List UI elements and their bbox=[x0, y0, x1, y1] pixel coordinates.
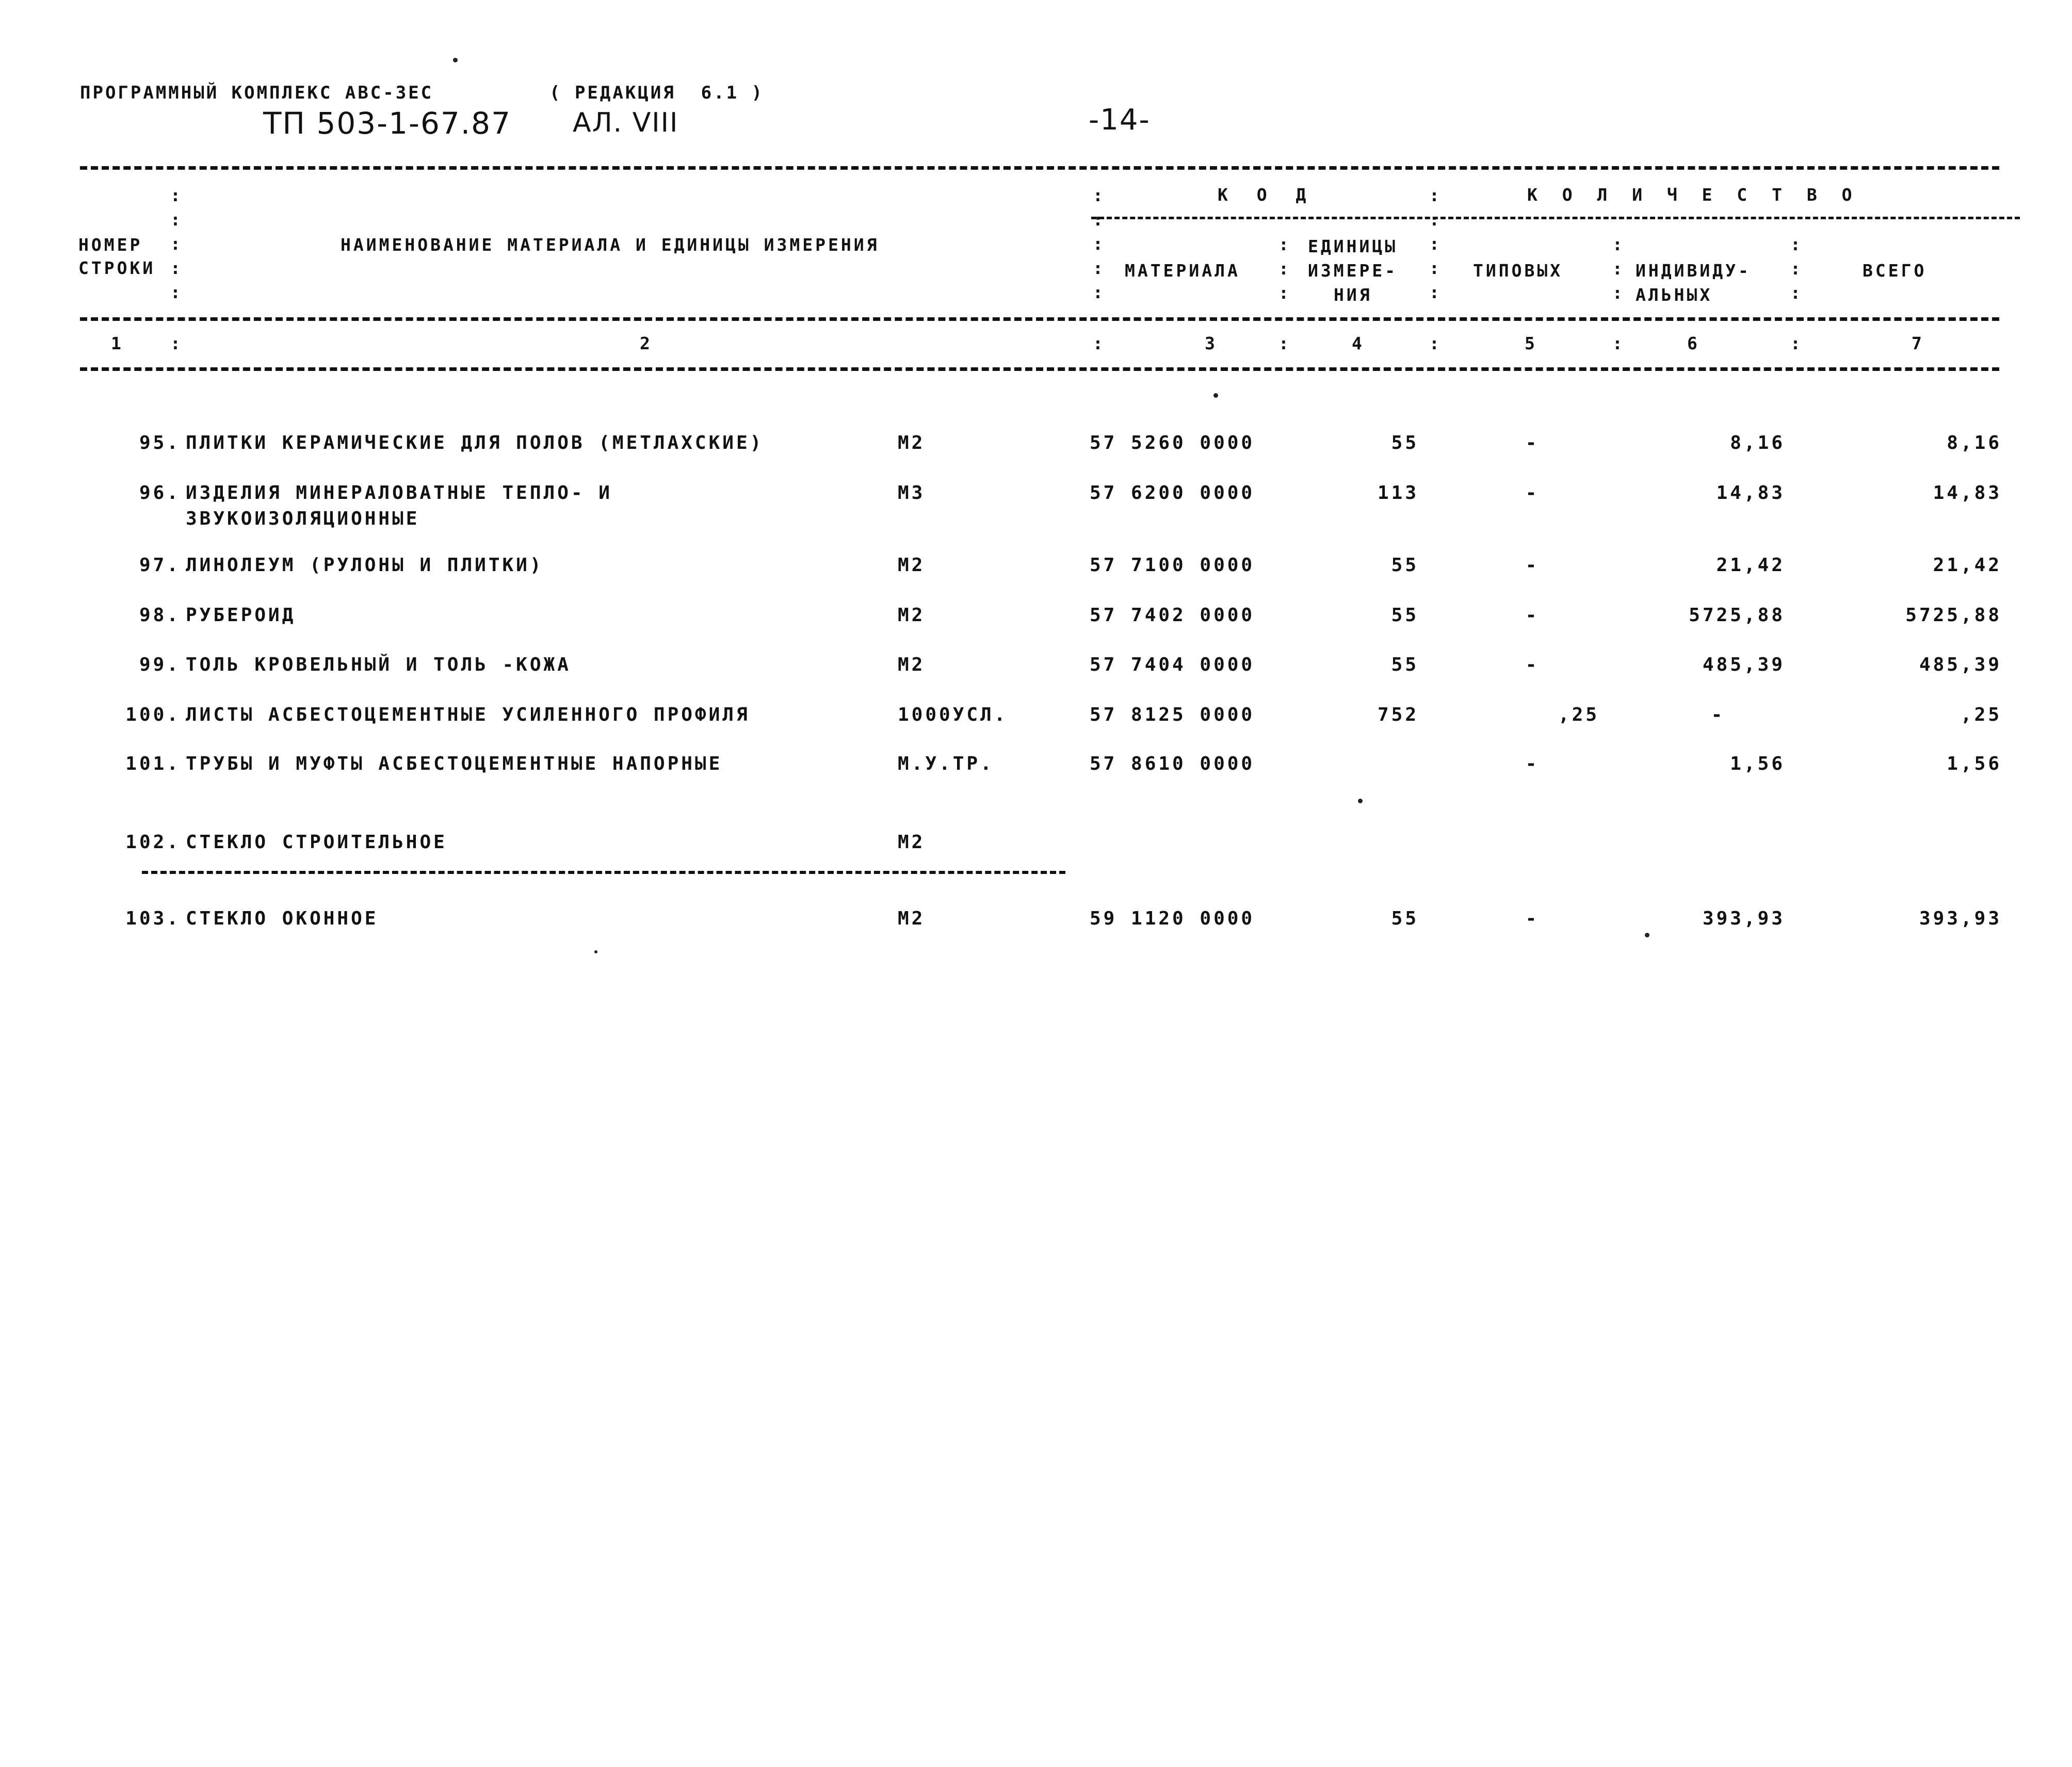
unit-code: 752 bbox=[1377, 704, 1419, 725]
separator: : : : : : bbox=[1093, 185, 1106, 302]
unit: М2 bbox=[898, 908, 926, 929]
col-number: 4 bbox=[1352, 333, 1365, 353]
col-header-row-number-2: СТРОКИ bbox=[78, 258, 156, 278]
col-header-individual: ИНДИВИДУ- bbox=[1636, 261, 1751, 281]
strike-line bbox=[142, 871, 1065, 874]
col-header-unit-2: ИЗМЕРЕ- bbox=[1308, 261, 1398, 281]
qty-typical: - bbox=[1525, 605, 1540, 626]
qty-total: 1,56 bbox=[1947, 753, 2002, 774]
qty-total: 393,93 bbox=[1919, 908, 2002, 929]
qty-typical: - bbox=[1525, 908, 1540, 929]
material-code: 59 1120 0000 bbox=[1090, 908, 1255, 929]
row-number: 102. bbox=[125, 832, 181, 853]
col-number: 7 bbox=[1912, 333, 1924, 353]
unit: М2 bbox=[898, 432, 926, 453]
material-code: 57 8125 0000 bbox=[1090, 704, 1255, 725]
col-header-typical: ТИПОВЫХ bbox=[1473, 261, 1563, 281]
unit: 1000УСЛ. bbox=[898, 704, 1008, 725]
col-number: 5 bbox=[1525, 333, 1537, 353]
col-number: 1 bbox=[111, 333, 124, 353]
qty-individual: 8,16 bbox=[1730, 432, 1785, 453]
row-number: 103. bbox=[125, 908, 181, 929]
separator: : : : bbox=[1278, 234, 1291, 303]
project-number: ТП 503-1-67.87 bbox=[263, 106, 511, 141]
scan-speck bbox=[453, 58, 458, 62]
qty-total: 21,42 bbox=[1933, 555, 2002, 576]
row-number: 100. bbox=[125, 704, 181, 725]
col-header-total: ВСЕГО bbox=[1863, 261, 1927, 281]
qty-typical: ,25 bbox=[1558, 704, 1600, 725]
qty-typical: - bbox=[1525, 482, 1540, 504]
album-number: АЛ. VIII bbox=[573, 107, 679, 138]
qty-individual: 5725,88 bbox=[1689, 605, 1785, 626]
unit: М.У.ТР. bbox=[898, 753, 994, 774]
material-name: СТЕКЛО ОКОННОЕ bbox=[186, 908, 379, 929]
qty-total: 5725,88 bbox=[1905, 605, 2002, 626]
qty-individual: 1,56 bbox=[1730, 753, 1785, 774]
separator: : bbox=[1278, 333, 1291, 353]
unit: М2 bbox=[898, 555, 926, 576]
separator: : bbox=[170, 333, 183, 353]
qty-total: 485,39 bbox=[1919, 654, 2002, 675]
qty-individual: - bbox=[1711, 704, 1725, 725]
edition-label: ( РЕДАКЦИЯ 6.1 ) bbox=[549, 83, 764, 103]
rule-subheader bbox=[1091, 217, 2020, 219]
qty-total: ,25 bbox=[1960, 704, 2002, 725]
material-code: 57 7402 0000 bbox=[1090, 605, 1255, 626]
rule-top bbox=[80, 166, 1999, 170]
material-name: ЛИНОЛЕУМ (РУЛОНЫ И ПЛИТКИ) bbox=[186, 555, 544, 576]
col-header-qty-group: К О Л И Ч Е С Т В О bbox=[1527, 185, 1859, 205]
material-name: ЛИСТЫ АСБЕСТОЦЕМЕНТНЫЕ УСИЛЕННОГО ПРОФИЛЯ bbox=[186, 704, 750, 725]
separator: : bbox=[1429, 333, 1442, 353]
material-name: РУБЕРОИД bbox=[186, 605, 296, 626]
material-name: СТЕКЛО СТРОИТЕЛЬНОЕ bbox=[186, 832, 447, 853]
qty-typical: - bbox=[1525, 753, 1540, 774]
separator: : bbox=[1093, 333, 1106, 353]
material-name: ПЛИТКИ КЕРАМИЧЕСКИЕ ДЛЯ ПОЛОВ (МЕТЛАХСКИЕ) bbox=[186, 432, 764, 453]
row-number: 99. bbox=[139, 654, 181, 675]
unit-code: 113 bbox=[1377, 482, 1419, 504]
col-header-unit-3: НИЯ bbox=[1334, 285, 1372, 305]
scan-speck bbox=[1213, 393, 1218, 398]
separator: : : : bbox=[1612, 234, 1625, 303]
unit: М2 bbox=[898, 605, 926, 626]
qty-individual: 21,42 bbox=[1716, 555, 1785, 576]
material-name-continued: ЗВУКОИЗОЛЯЦИОННЫЕ bbox=[186, 508, 420, 529]
qty-typical: - bbox=[1525, 654, 1540, 675]
material-code: 57 5260 0000 bbox=[1090, 432, 1255, 453]
unit-code: 55 bbox=[1391, 555, 1419, 576]
qty-individual: 393,93 bbox=[1702, 908, 1785, 929]
qty-total: 8,16 bbox=[1947, 432, 2002, 453]
material-code: 57 6200 0000 bbox=[1090, 482, 1255, 504]
separator: : : : : : bbox=[1429, 185, 1442, 302]
col-number: 6 bbox=[1687, 333, 1700, 353]
unit: М2 bbox=[898, 654, 926, 675]
unit-code: 55 bbox=[1391, 654, 1419, 675]
unit-code: 55 bbox=[1391, 605, 1419, 626]
material-name: ТРУБЫ И МУФТЫ АСБЕСТОЦЕМЕНТНЫЕ НАПОРНЫЕ bbox=[186, 753, 723, 774]
col-header-code-group: К О Д bbox=[1218, 185, 1316, 205]
separator: : : : : : bbox=[170, 185, 183, 302]
qty-individual: 485,39 bbox=[1702, 654, 1785, 675]
material-code: 57 7404 0000 bbox=[1090, 654, 1255, 675]
separator: : bbox=[1790, 333, 1803, 353]
page-number: -14- bbox=[1089, 103, 1151, 137]
unit-code: 55 bbox=[1391, 432, 1419, 453]
qty-typical: - bbox=[1525, 432, 1540, 453]
col-header-row-number: НОМЕР bbox=[78, 235, 143, 255]
col-header-name: НАИМЕНОВАНИЕ МАТЕРИАЛА И ЕДИНИЦЫ ИЗМЕРЕНИЯ bbox=[341, 235, 880, 255]
col-header-unit: ЕДИНИЦЫ bbox=[1308, 236, 1398, 256]
material-code: 57 8610 0000 bbox=[1090, 753, 1255, 774]
row-number: 98. bbox=[139, 605, 181, 626]
row-number: 97. bbox=[139, 555, 181, 576]
col-number: 2 bbox=[640, 333, 653, 353]
unit: М2 bbox=[898, 832, 926, 853]
col-header-material: МАТЕРИАЛА bbox=[1125, 261, 1240, 281]
col-number: 3 bbox=[1205, 333, 1218, 353]
program-name: ПРОГРАММНЫЙ КОМПЛЕКС АВС-ЗЕС bbox=[80, 83, 434, 103]
qty-typical: - bbox=[1525, 555, 1540, 576]
qty-individual: 14,83 bbox=[1716, 482, 1785, 504]
material-name: ИЗДЕЛИЯ МИНЕРАЛОВАТНЫЕ ТЕПЛО- И bbox=[186, 482, 612, 504]
row-number: 95. bbox=[139, 432, 181, 453]
scan-speck bbox=[594, 950, 597, 953]
material-name: ТОЛЬ КРОВЕЛЬНЫЙ И ТОЛЬ -КОЖА bbox=[186, 654, 571, 675]
scan-speck bbox=[1645, 933, 1649, 937]
unit: М3 bbox=[898, 482, 926, 504]
col-header-individual-2: АЛЬНЫХ bbox=[1636, 285, 1713, 305]
qty-total: 14,83 bbox=[1933, 482, 2002, 504]
separator: : : : bbox=[1790, 234, 1803, 303]
rule-header-bottom bbox=[80, 317, 1999, 321]
scan-speck bbox=[1358, 799, 1363, 803]
separator: : bbox=[1612, 333, 1625, 353]
unit-code: 55 bbox=[1391, 908, 1419, 929]
material-code: 57 7100 0000 bbox=[1090, 555, 1255, 576]
rule-column-numbers-bottom bbox=[80, 367, 1999, 371]
row-number: 101. bbox=[125, 753, 181, 774]
row-number: 96. bbox=[139, 482, 181, 504]
